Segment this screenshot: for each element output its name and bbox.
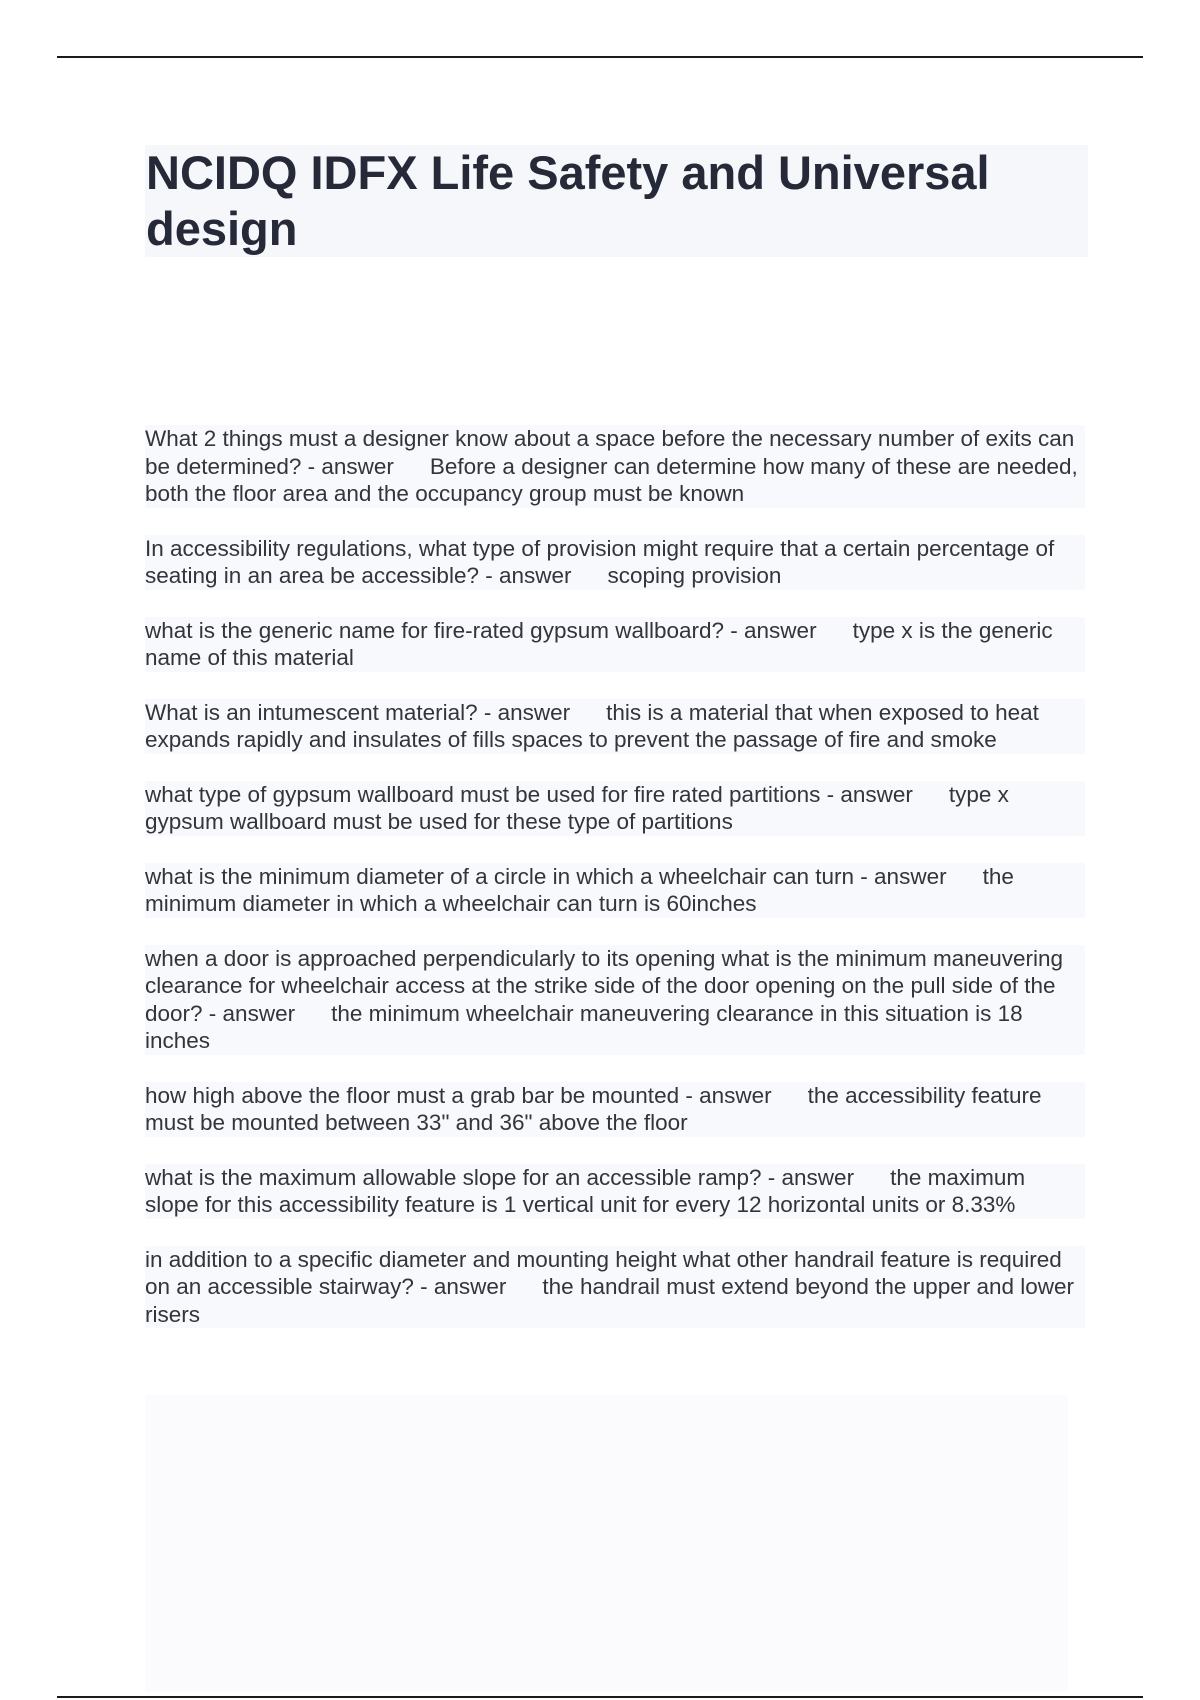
qa-item	[145, 1164, 1085, 1219]
qa-item	[145, 699, 1085, 754]
qa-answer: type x is the generic name of this material	[145, 617, 1053, 670]
qa-item	[145, 863, 1085, 918]
page-title: NCIDQ IDFX Life Safety and Universal design	[146, 146, 990, 255]
page-background-block	[145, 1395, 1068, 1692]
qa-answer: the minimum wheelchair maneuvering clearance in this situation is 18 inches	[145, 1000, 1023, 1053]
qa-question: how high above the floor must a grab bar be mounted - answer	[145, 1082, 772, 1108]
qa-item	[145, 781, 1085, 836]
qa-question: What is an intumescent material? - answer	[145, 699, 571, 725]
qa-answer: this is a material that when exposed to heat expands rapidly and insulates of fills spaces to prevent the passage of fire and smoke	[145, 699, 1039, 752]
qa-item	[145, 1082, 1085, 1137]
bottom-rule	[57, 1696, 1143, 1698]
qa-question: in addition to a specific diameter and mounting height what other handrail feature is required on an accessible stairway? - answer	[145, 1246, 1062, 1299]
qa-question: what type of gypsum wallboard must be used for fire rated partitions - answer	[145, 781, 913, 807]
qa-question: when a door is approached perpendicularly to its opening what is the minimum maneuvering clearance for wheelchair access at the strike side of the door opening on the pull side of the door? - answer	[145, 945, 1064, 1026]
title-block	[145, 145, 1088, 257]
qa-item	[145, 617, 1085, 672]
qa-question: what is the maximum allowable slope for an accessible ramp? - answer	[145, 1164, 855, 1190]
top-rule	[57, 56, 1143, 58]
qa-question: what is the generic name for fire-rated gypsum wallboard? - answer	[145, 617, 817, 643]
qa-item	[145, 535, 1085, 590]
qa-answer: Before a designer can determine how many of these are needed, both the floor area and the occupancy group must be known	[145, 453, 1078, 506]
qa-answer: type x gypsum wallboard must be used for these type of partitions	[145, 781, 1009, 834]
qa-answer: the maximum slope for this accessibility feature is 1 vertical unit for every 12 horizontal units or 8.33%	[145, 1164, 1026, 1217]
qa-answer: the handrail must extend beyond the upper and lower risers	[145, 1274, 1075, 1327]
qa-item	[145, 945, 1085, 1055]
qa-item	[145, 1246, 1085, 1329]
qa-item	[145, 425, 1085, 508]
qa-answer: the accessibility feature must be mounted between 33" and 36" above the floor	[145, 1082, 1042, 1135]
qa-question: In accessibility regulations, what type of provision might require that a certain percentage of seating in an area be accessible? - answer	[145, 535, 1055, 588]
qa-question: what is the minimum diameter of a circle in which a wheelchair can turn - answer	[145, 863, 947, 889]
qa-answer: the minimum diameter in which a wheelchair can turn is 60inches	[145, 863, 1014, 916]
qa-list	[145, 425, 1085, 1355]
qa-question: What 2 things must a designer know about a space before the necessary number of exits can be determined? - answer	[145, 426, 1075, 479]
qa-answer: scoping provision	[607, 563, 782, 588]
